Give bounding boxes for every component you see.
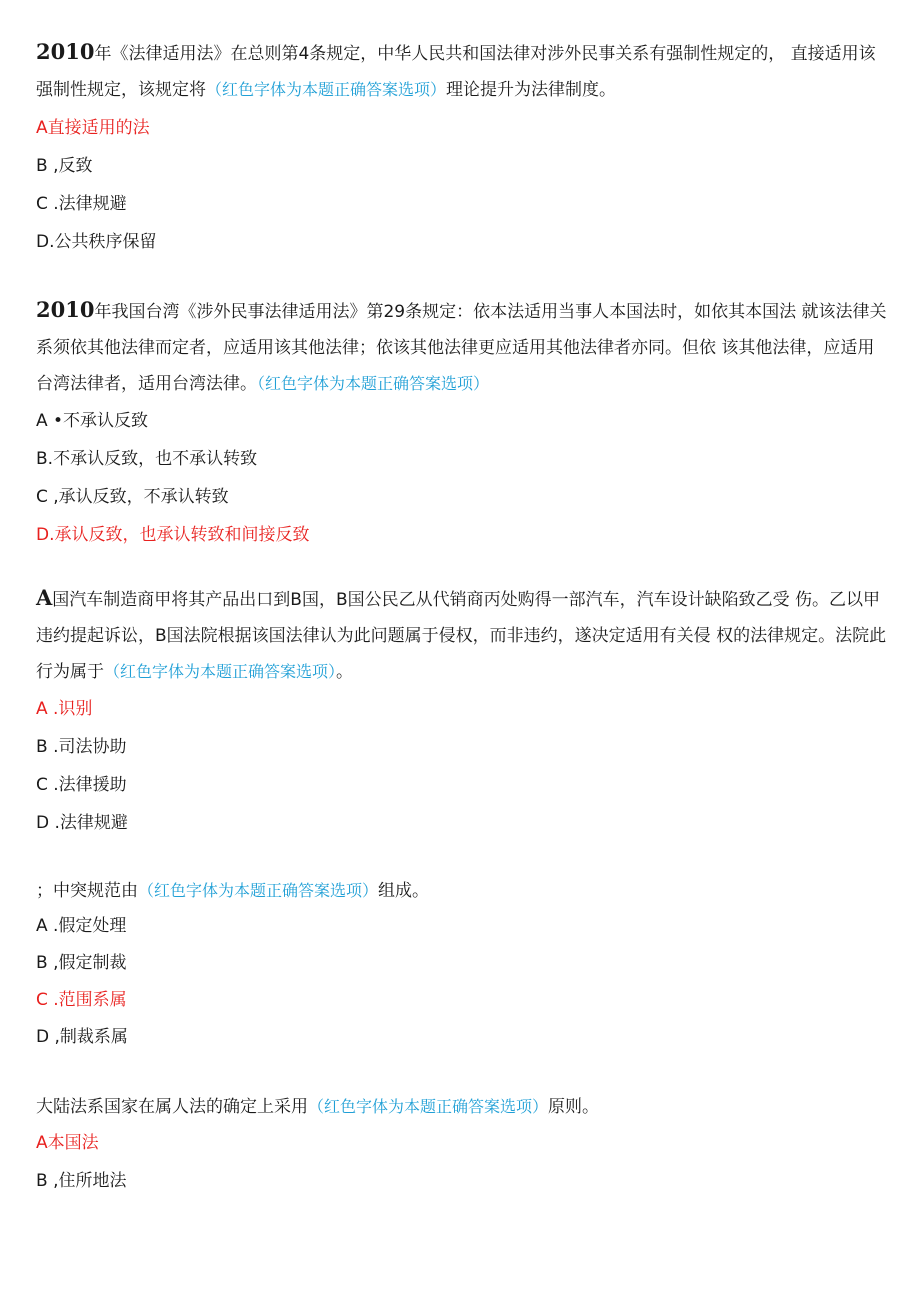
question-lead: A	[36, 585, 53, 610]
question-text: 年我国台湾《涉外民事法律适用法》第29条规定：依本法适用当事人本国法时，如依其本国法 就该法律关系须依其他法律而定者，应适用该其他法律；依该其他法律更应适用其他法律者亦同。但依 该其他法律，应适用台湾法律者，适用台湾法律。	[36, 302, 887, 394]
option-c: C ,承认反致，不承认转致	[36, 487, 229, 507]
option-d: D.公共秩序保留	[36, 232, 157, 252]
option-d: D ,制裁系属	[36, 1027, 128, 1047]
answer-hint: （红色字体为本题正确答案选项）	[138, 881, 379, 900]
answer-hint: （红色字体为本题正确答案选项）	[308, 1097, 549, 1116]
option-c: C .法律规避	[36, 194, 127, 214]
question-stem	[36, 292, 888, 402]
question-tail: 。	[336, 662, 354, 682]
question-4	[36, 871, 888, 1056]
option-c: C .法律援助	[36, 775, 127, 795]
question-1	[36, 34, 888, 261]
question-text: 大陆法系国家在属人法的确定上采用	[36, 1097, 308, 1117]
question-stem	[36, 34, 888, 108]
option-b: B.不承认反致，也不承认转致	[36, 449, 258, 469]
question-tail: 原则。	[548, 1097, 600, 1117]
question-text: ；中突规范由	[36, 881, 138, 901]
question-3	[36, 580, 888, 842]
question-tail: 理论提升为法律制度。	[446, 80, 617, 100]
question-text: 年《法律适用法》在总则第4条规定，中华人民共和国法律对涉外民事关系有强制性规定的， 直接适用该强制性规定，该规定将	[36, 44, 876, 100]
option-b: B ,住所地法	[36, 1171, 127, 1191]
question-2	[36, 292, 888, 554]
question-text: 国汽车制造商甲将其产品出口到B国，B国公民乙从代销商丙处购得一部汽车，汽车设计缺陷致乙受 伤。乙以甲违约提起诉讼，B国法院根据该国法律认为此问题属于侵权，而非违约，遂决定适用有关侵 权的法律规定。法院此行为属于	[36, 590, 887, 682]
answer-hint: （红色字体为本题正确答案选项）	[257, 374, 490, 393]
question-lead: 2010	[36, 297, 95, 322]
option-b: B ,反致	[36, 156, 93, 176]
option-d: D.承认反致，也承认转致和间接反致	[36, 525, 310, 545]
option-a: A直接适用的法	[36, 118, 150, 138]
option-a: A本国法	[36, 1133, 99, 1153]
question-lead: 2010	[36, 39, 95, 64]
option-a: A .假定处理	[36, 916, 127, 936]
question-stem	[36, 1087, 888, 1125]
option-a: A •不承认反致	[36, 411, 149, 431]
option-b: B .司法协助	[36, 737, 127, 757]
option-c: C .范围系属	[36, 990, 127, 1010]
answer-hint: （红色字体为本题正确答案选项）	[206, 80, 447, 99]
question-stem	[36, 871, 888, 909]
question-stem	[36, 580, 888, 690]
option-b: B ,假定制裁	[36, 953, 127, 973]
question-5	[36, 1087, 888, 1200]
option-a: A .识别	[36, 699, 93, 719]
question-tail: 组成。	[378, 881, 430, 901]
option-d: D .法律规避	[36, 813, 128, 833]
answer-hint: （红色字体为本题正确答案选项）	[104, 662, 337, 681]
